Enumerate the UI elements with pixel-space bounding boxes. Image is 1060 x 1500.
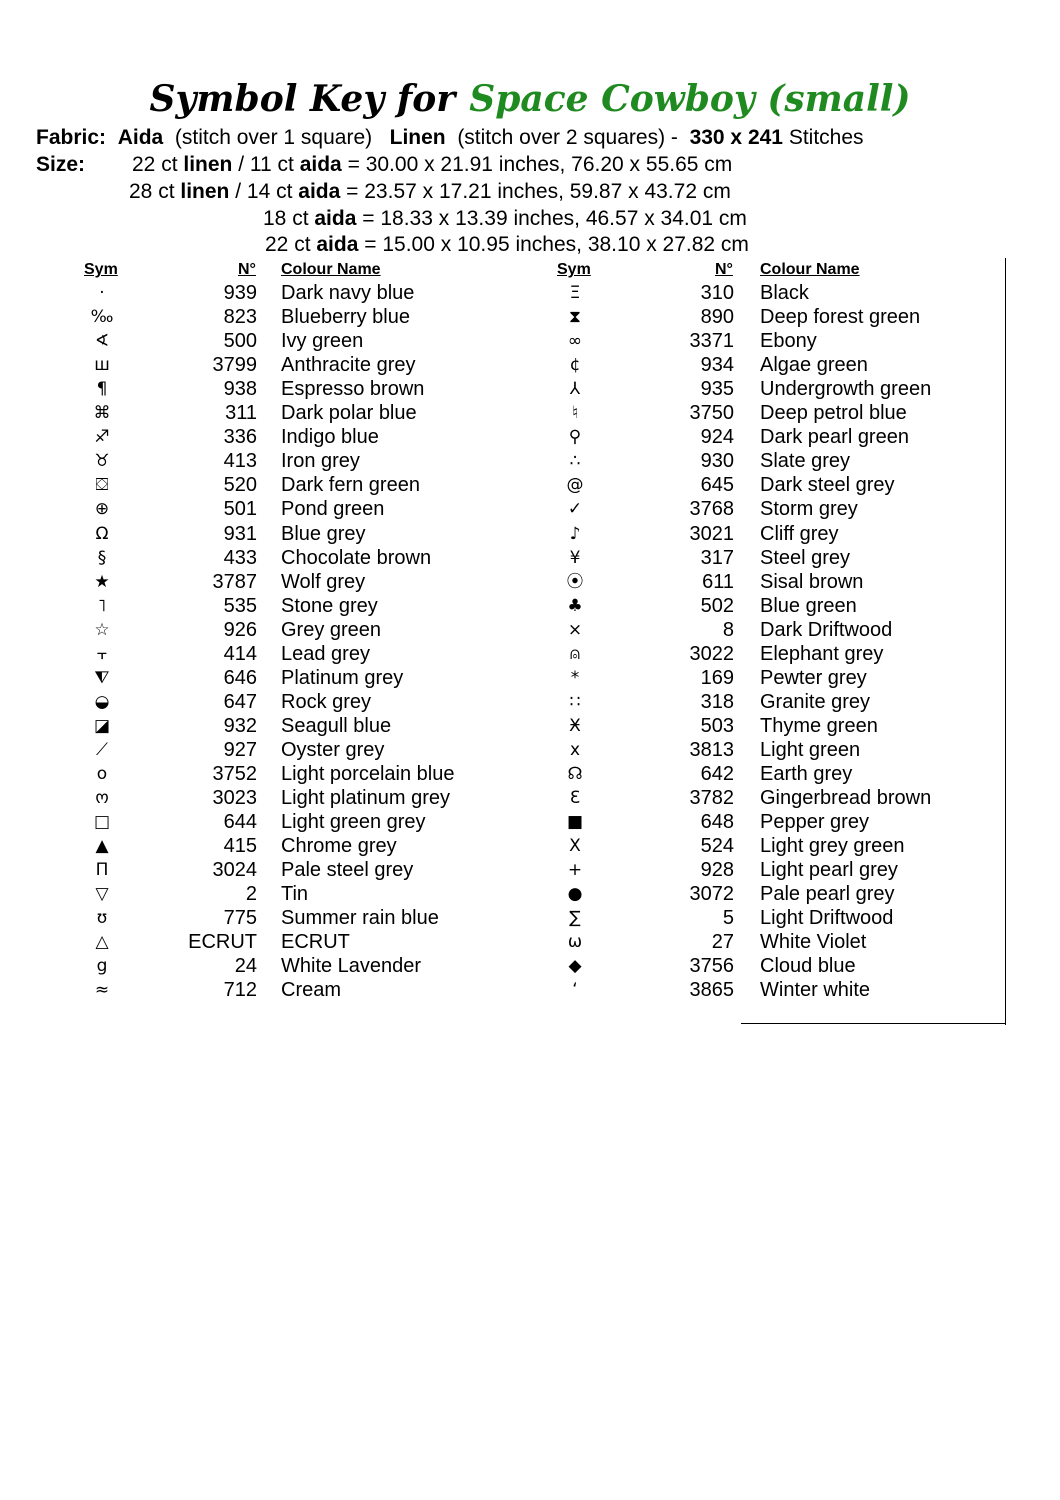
- colour-name: Tin: [281, 883, 309, 905]
- colour-name: Pale steel grey: [281, 859, 414, 881]
- colour-name: Pond green: [281, 498, 385, 520]
- symbol-icon: ≈: [94, 980, 110, 1000]
- colour-name: Sisal brown: [760, 571, 864, 593]
- symbol-icon: ●: [567, 884, 583, 904]
- symbol-icon: ʻ: [572, 980, 578, 1000]
- table-border-bottom: [741, 1023, 1006, 1024]
- symbol-icon: ¢: [569, 355, 581, 375]
- colour-number: 712: [223, 979, 257, 1001]
- colour-number: 310: [700, 282, 734, 304]
- colour-number: 3021: [689, 523, 734, 545]
- colour-name: Thyme green: [760, 715, 878, 737]
- colour-name: Light green grey: [281, 811, 426, 833]
- colour-name: Dark fern green: [281, 474, 420, 496]
- colour-name: Oyster grey: [281, 739, 385, 761]
- colour-number: 932: [223, 715, 257, 737]
- fabric-linen-note: (stitch over 2 squares) -: [457, 126, 678, 149]
- colour-name: Gingerbread brown: [760, 787, 932, 809]
- colour-name: Light Driftwood: [760, 907, 894, 929]
- colour-number: 644: [223, 811, 257, 833]
- colour-number: 775: [223, 907, 257, 929]
- colour-name: Light green: [760, 739, 861, 761]
- page-title: [0, 78, 1060, 120]
- colour-name: Cloud blue: [760, 955, 856, 977]
- colour-name: Light platinum grey: [281, 787, 450, 809]
- symbol-icon: ∞: [567, 331, 583, 351]
- symbol-icon: ♮: [571, 403, 579, 423]
- size-count: 22 ct: [132, 153, 178, 176]
- symbol-icon: ∴: [569, 451, 581, 471]
- colour-name: Pewter grey: [760, 667, 867, 689]
- colour-name: Cliff grey: [760, 523, 839, 545]
- symbol-icon: ☆: [94, 620, 110, 640]
- pattern-name: Space Cowboy (small): [469, 78, 911, 120]
- symbol-icon: ◒: [94, 692, 110, 712]
- colour-number: 524: [700, 835, 734, 857]
- colour-number: 8: [722, 619, 734, 641]
- colour-number: 924: [700, 426, 734, 448]
- colour-name: Dark polar blue: [281, 402, 417, 424]
- symbol-icon: ⧗: [569, 307, 581, 327]
- colour-name: Dark pearl green: [760, 426, 909, 448]
- colour-name: Blue green: [760, 595, 857, 617]
- size-line: [265, 233, 749, 257]
- symbol-icon: ʊ: [96, 908, 108, 928]
- header-num: N°: [715, 261, 733, 278]
- colour-name: White Violet: [760, 931, 867, 953]
- colour-number: 928: [700, 859, 734, 881]
- symbol-icon: Π: [95, 860, 109, 880]
- symbol-icon: ◪: [93, 716, 111, 736]
- size-count: 28 ct: [129, 180, 175, 203]
- colour-name: Dark navy blue: [281, 282, 415, 304]
- symbol-icon: x: [569, 740, 581, 760]
- colour-number: 3023: [212, 787, 257, 809]
- symbol-icon: ⌘: [93, 403, 111, 423]
- colour-name: Light pearl grey: [760, 859, 898, 881]
- colour-number: 930: [700, 450, 734, 472]
- colour-number: 3799: [212, 354, 257, 376]
- colour-name: Steel grey: [760, 547, 851, 569]
- colour-number: 5: [722, 907, 734, 929]
- symbol-icon: §: [97, 548, 107, 568]
- symbol-icon: ◆: [568, 956, 582, 976]
- symbol-icon: ¶: [96, 379, 108, 399]
- symbol-icon: ⟋: [96, 740, 108, 760]
- colour-number: 3768: [689, 498, 734, 520]
- size-fabric: linen: [183, 153, 233, 176]
- header-colour-name: Colour Name: [281, 261, 381, 278]
- colour-number: 501: [223, 498, 257, 520]
- size-dimensions: = 23.57 x 17.21 inches, 59.87 x 43.72 cm: [346, 180, 731, 203]
- colour-name: Chocolate brown: [281, 547, 432, 569]
- colour-name: Deep petrol blue: [760, 402, 907, 424]
- colour-name: Slate grey: [760, 450, 851, 472]
- size-fabric: linen: [180, 180, 230, 203]
- symbol-icon: ▲: [95, 836, 109, 856]
- symbol-icon: g: [96, 956, 108, 976]
- colour-number: 934: [700, 354, 734, 376]
- colour-name: White Lavender: [281, 955, 422, 977]
- colour-name: Grey green: [281, 619, 382, 641]
- colour-name: Pepper grey: [760, 811, 869, 833]
- colour-name: Anthracite grey: [281, 354, 416, 376]
- colour-name: Granite grey: [760, 691, 871, 713]
- symbol-icon: ∢: [94, 331, 110, 351]
- symbol-icon: ⅄: [569, 379, 581, 399]
- size-separator: / 14 ct: [235, 180, 293, 203]
- title-prefix: Symbol Key for: [149, 78, 456, 120]
- colour-number: 890: [700, 306, 734, 328]
- colour-number: 823: [223, 306, 257, 328]
- colour-name: Black: [760, 282, 809, 304]
- size-count: 22 ct: [265, 233, 311, 256]
- colour-number: 938: [223, 378, 257, 400]
- symbol-icon: ⫟: [96, 644, 108, 664]
- colour-number: 503: [700, 715, 734, 737]
- colour-number: 3787: [212, 571, 257, 593]
- symbol-icon: ⊕: [94, 499, 110, 519]
- symbol-icon: ш: [94, 355, 110, 375]
- size-fabric: aida: [314, 207, 357, 230]
- fabric-aida-note: (stitch over 1 square): [174, 126, 373, 149]
- colour-name: Lead grey: [281, 643, 370, 665]
- size-dimensions: = 30.00 x 21.91 inches, 76.20 x 55.65 cm: [347, 153, 733, 176]
- header-num: N°: [238, 261, 256, 278]
- colour-name: Deep forest green: [760, 306, 921, 328]
- colour-number: 535: [223, 595, 257, 617]
- colour-number: 927: [223, 739, 257, 761]
- colour-name: Platinum grey: [281, 667, 404, 689]
- colour-number: 648: [700, 811, 734, 833]
- colour-number: 3072: [689, 883, 734, 905]
- colour-number: 3024: [212, 859, 257, 881]
- colour-number: 926: [223, 619, 257, 641]
- fabric-label: Fabric:: [36, 126, 107, 149]
- symbol-icon: ⍝: [569, 644, 581, 664]
- colour-name: Wolf grey: [281, 571, 366, 593]
- colour-number: 317: [700, 547, 734, 569]
- colour-name: Cream: [281, 979, 342, 1001]
- colour-number: 3371: [689, 330, 734, 352]
- symbol-icon: ∷: [569, 692, 581, 712]
- symbol-icon: ♉: [94, 451, 110, 471]
- symbol-icon: ★: [94, 572, 110, 592]
- colour-name: Winter white: [760, 979, 871, 1001]
- colour-number: ECRUT: [188, 931, 257, 953]
- colour-name: Chrome grey: [281, 835, 397, 857]
- size-label: Size:: [36, 153, 86, 176]
- colour-name: Light porcelain blue: [281, 763, 455, 785]
- symbol-icon: +: [567, 860, 583, 880]
- symbol-icon: o: [96, 764, 108, 784]
- colour-name: Elephant grey: [760, 643, 884, 665]
- header-colour-name: Colour Name: [760, 261, 860, 278]
- colour-name: Blueberry blue: [281, 306, 410, 328]
- colour-number: 3022: [689, 643, 734, 665]
- colour-number: 413: [223, 450, 257, 472]
- symbol-icon: Ӿ: [569, 716, 581, 736]
- symbol-icon: ‰: [90, 307, 114, 327]
- colour-number: 645: [700, 474, 734, 496]
- symbol-icon: ⧨: [94, 668, 110, 688]
- colour-number: 3865: [689, 979, 734, 1001]
- fabric-linen: Linen: [389, 126, 446, 149]
- fabric-aida: Aida: [117, 126, 164, 149]
- colour-name: Dark steel grey: [760, 474, 895, 496]
- symbol-icon: □: [93, 812, 111, 832]
- symbol-icon: △: [95, 932, 109, 952]
- colour-name: Blue grey: [281, 523, 366, 545]
- symbol-icon: ˥: [97, 596, 107, 616]
- colour-number: 935: [700, 378, 734, 400]
- colour-number: 3756: [689, 955, 734, 977]
- colour-number: 939: [223, 282, 257, 304]
- symbol-icon: ¥: [569, 548, 581, 568]
- colour-name: Pale pearl grey: [760, 883, 895, 905]
- symbol-icon: X: [569, 836, 581, 856]
- symbol-icon: ო: [95, 788, 109, 808]
- colour-name: Iron grey: [281, 450, 360, 472]
- colour-number: 647: [223, 691, 257, 713]
- colour-name: Undergrowth green: [760, 378, 932, 400]
- colour-name: Algae green: [760, 354, 868, 376]
- colour-number: 931: [223, 523, 257, 545]
- symbol-icon: ∑: [569, 908, 581, 928]
- symbol-icon: ⛋: [95, 475, 109, 495]
- colour-name: Storm grey: [760, 498, 858, 520]
- symbol-icon: ☊: [567, 764, 583, 784]
- colour-number: 433: [223, 547, 257, 569]
- colour-number: 169: [700, 667, 734, 689]
- colour-number: 502: [700, 595, 734, 617]
- colour-name: Seagull blue: [281, 715, 392, 737]
- colour-number: 27: [711, 931, 734, 953]
- colour-number: 24: [234, 955, 257, 977]
- size-line: [129, 180, 731, 204]
- colour-number: 500: [223, 330, 257, 352]
- symbol-icon: ·: [99, 283, 105, 303]
- symbol-icon: ω: [567, 932, 583, 952]
- symbol-icon: ⚲: [568, 427, 582, 447]
- stitch-count: 330 x 241: [689, 126, 783, 149]
- size-separator: / 11 ct: [238, 153, 294, 176]
- size-line: [263, 207, 747, 231]
- symbol-icon: *: [570, 668, 580, 688]
- colour-number: 336: [223, 426, 257, 448]
- colour-name: Indigo blue: [281, 426, 379, 448]
- symbol-icon: ⦿: [566, 572, 584, 592]
- symbol-icon: @: [566, 475, 584, 495]
- colour-number: 3752: [212, 763, 257, 785]
- size-fabric: aida: [298, 180, 341, 203]
- colour-number: 318: [700, 691, 734, 713]
- colour-name: Dark Driftwood: [760, 619, 893, 641]
- colour-number: 642: [700, 763, 734, 785]
- colour-name: Ebony: [760, 330, 817, 352]
- symbol-icon: ▽: [95, 884, 109, 904]
- colour-name: Espresso brown: [281, 378, 425, 400]
- colour-number: 415: [223, 835, 257, 857]
- size-dimensions: = 15.00 x 10.95 inches, 38.10 x 27.82 cm: [364, 233, 749, 256]
- colour-number: 3750: [689, 402, 734, 424]
- fabric-line: [36, 126, 864, 150]
- colour-number: 646: [223, 667, 257, 689]
- symbol-icon: ♪: [569, 524, 581, 544]
- table-border-right: [1005, 258, 1006, 1025]
- symbol-icon: ♣: [567, 596, 583, 616]
- colour-name: Earth grey: [760, 763, 853, 785]
- colour-number: 3782: [689, 787, 734, 809]
- colour-name: Stone grey: [281, 595, 378, 617]
- colour-name: Summer rain blue: [281, 907, 439, 929]
- colour-name: Light grey green: [760, 835, 905, 857]
- size-fabric: aida: [316, 233, 359, 256]
- colour-name: Rock grey: [281, 691, 372, 713]
- symbol-icon: Ɛ: [569, 788, 581, 808]
- symbol-icon: ✓: [567, 499, 583, 519]
- symbol-icon: ⨯: [567, 620, 583, 640]
- header-sym: Sym: [557, 261, 591, 278]
- colour-number: 2: [245, 883, 257, 905]
- colour-name: Ivy green: [281, 330, 364, 352]
- colour-number: 3813: [689, 739, 734, 761]
- colour-number: 520: [223, 474, 257, 496]
- colour-number: 611: [702, 571, 734, 593]
- colour-name: ECRUT: [281, 931, 350, 953]
- symbol-icon: ♐: [94, 427, 110, 447]
- size-count: 18 ct: [263, 207, 309, 230]
- size-dimensions: = 18.33 x 13.39 inches, 46.57 x 34.01 cm: [362, 207, 747, 230]
- colour-number: 311: [225, 402, 257, 424]
- header-sym: Sym: [84, 261, 118, 278]
- symbol-icon: Ξ: [569, 283, 581, 303]
- size-fabric: aida: [299, 153, 342, 176]
- size-line: [36, 153, 732, 177]
- colour-number: 414: [223, 643, 257, 665]
- stitch-label: Stitches: [788, 126, 864, 149]
- symbol-icon: ■: [566, 812, 584, 832]
- symbol-icon: Ω: [95, 524, 109, 544]
